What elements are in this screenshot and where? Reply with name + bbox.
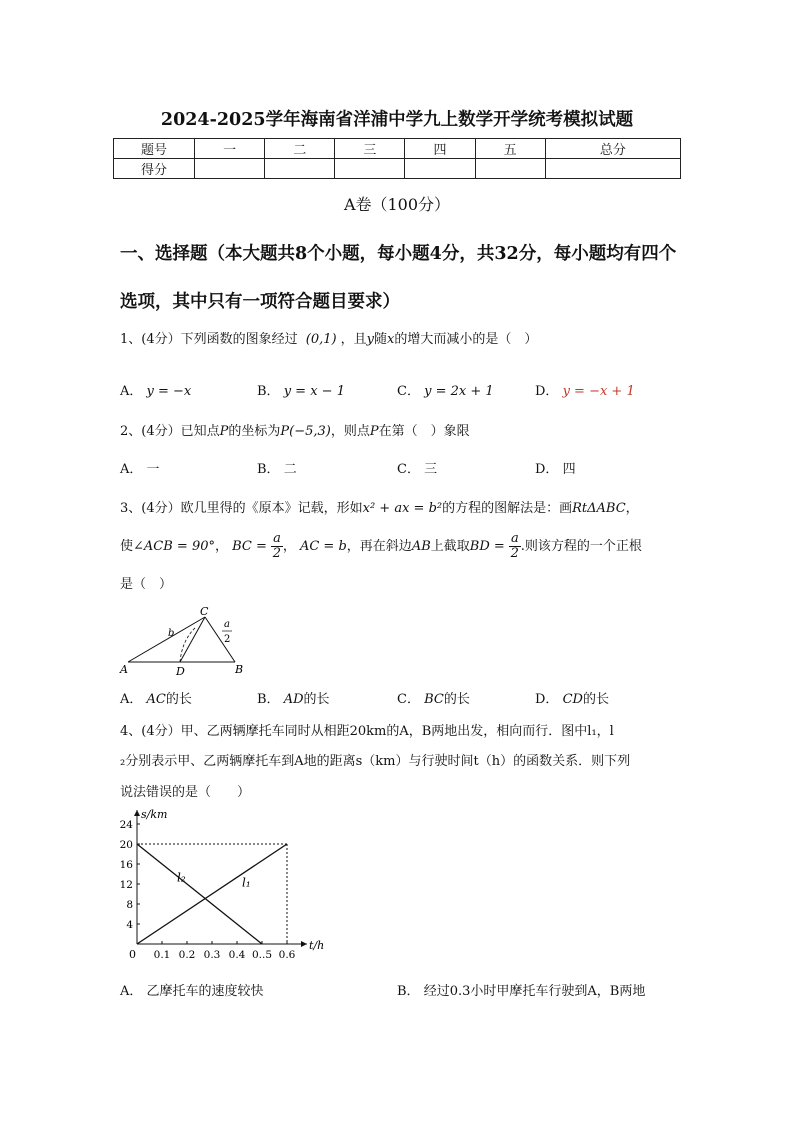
score-cell[interactable] bbox=[335, 159, 405, 179]
score-cell[interactable] bbox=[405, 159, 475, 179]
q3-option-b[interactable]: B． AD的长 bbox=[257, 692, 330, 707]
x-tick-label: 0.6 bbox=[278, 949, 296, 961]
x-tick-label: 0..5 bbox=[251, 949, 273, 961]
y-tick-label: 12 bbox=[119, 879, 133, 891]
x-tick-label: 0.4 bbox=[228, 949, 246, 961]
question-3-line-2: 使∠ACB = 90°， BC = $\frac{a}{2}$ ， AC = b，再在斜边AB上截取BD = $\frac{a}{2}$ .则该方程的一个正根 bbox=[120, 531, 642, 561]
score-cell[interactable] bbox=[265, 159, 335, 179]
question-1 bbox=[120, 328, 537, 347]
question-3-line-1: 3、(4分）欧几里得的《原本》记载，形如x² + ax = b²的方程的图解法是：画RtΔABC， bbox=[120, 501, 639, 516]
y-tick-label: 8 bbox=[126, 899, 133, 911]
q1-option-d[interactable]: D． y = −x + 1 bbox=[535, 384, 635, 399]
y-tick-label: 4 bbox=[126, 919, 133, 931]
score-header-cell: 三 bbox=[335, 139, 405, 159]
series-line-1 bbox=[137, 844, 287, 944]
q1-option-a[interactable]: A． y = −x bbox=[120, 384, 192, 399]
x-axis-label: t/h bbox=[309, 939, 325, 952]
x-tick-label: 0.3 bbox=[203, 949, 221, 961]
distance-time-chart bbox=[115, 808, 325, 968]
triangle-figure bbox=[118, 605, 248, 677]
question-3-line-3: 是（ ） bbox=[120, 577, 173, 592]
score-cell[interactable] bbox=[195, 159, 265, 179]
series-line-2 bbox=[137, 844, 262, 944]
q1-prefix: 1、(4分）下列函数的图象经过 bbox=[120, 332, 298, 347]
label-side-b: b bbox=[168, 628, 175, 639]
q1-option-b[interactable]: B． y = x − 1 bbox=[257, 384, 345, 399]
q2-option-c[interactable]: C． 三 bbox=[397, 462, 438, 477]
q1-suffix: 的增大而减小的是（ ） bbox=[394, 332, 538, 347]
score-cell[interactable] bbox=[475, 159, 545, 179]
y-tick-label: 20 bbox=[119, 839, 133, 851]
x-tick-label: 0.1 bbox=[153, 949, 171, 961]
score-row-label: 得分 bbox=[114, 159, 195, 179]
q4-option-a[interactable]: A． 乙摩托车的速度较快 bbox=[120, 984, 264, 999]
y-tick-label: 24 bbox=[119, 819, 133, 831]
q3-option-a[interactable]: A． AC的长 bbox=[120, 692, 192, 707]
question-2: 2、(4分）已知点P的坐标为P(−5,3)，则点P在第（ ）象限 bbox=[120, 424, 470, 439]
y-axis-arrow bbox=[134, 810, 140, 816]
q4-option-b[interactable]: B． 经过0.3小时甲摩托车行驶到A，B两地 bbox=[397, 984, 646, 999]
x-tick-label: 0.2 bbox=[178, 949, 196, 961]
score-table bbox=[113, 138, 681, 179]
label-frac-den: 2 bbox=[224, 634, 231, 645]
series-label-l1: l₁ bbox=[242, 875, 251, 890]
label-a: A bbox=[120, 663, 128, 676]
q1-var-y: y bbox=[366, 332, 374, 347]
label-frac-num: a bbox=[224, 619, 230, 630]
origin-label: 0 bbox=[129, 948, 136, 961]
score-header-cell: 四 bbox=[405, 139, 475, 159]
score-header-cell: 总分 bbox=[545, 139, 680, 159]
section-a-heading: A卷（100分） bbox=[343, 195, 451, 214]
score-cell[interactable] bbox=[545, 159, 680, 179]
q1-point: (0,1) bbox=[305, 332, 337, 347]
question-4-line-3: 说法错误的是（ ） bbox=[120, 785, 251, 800]
y-axis-label: s/km bbox=[141, 808, 168, 821]
label-c: C bbox=[200, 605, 209, 618]
y-tick-label: 16 bbox=[119, 859, 133, 871]
q2-option-a[interactable]: A． 一 bbox=[120, 462, 160, 477]
section-1-heading: 一、选择题（本大题共8个小题，每小题4分，共32分，每小题均有四个选项，其中只有一项符合题目要求） bbox=[120, 244, 677, 312]
question-4-line-1: 4、(4分）甲、乙两辆摩托车同时从相距20km的A，B两地出发，相向而行．图中l₁，l bbox=[120, 724, 614, 739]
q1-option-c[interactable]: C． y = 2x + 1 bbox=[397, 384, 494, 399]
q1-text: ，且 bbox=[340, 332, 367, 347]
score-header-cell: 题号 bbox=[114, 139, 195, 159]
q2-option-b[interactable]: B． 二 bbox=[257, 462, 297, 477]
score-header-cell: 二 bbox=[265, 139, 335, 159]
q3-option-c[interactable]: C． BC的长 bbox=[397, 692, 470, 707]
score-table-row bbox=[114, 159, 681, 179]
q1-text: 随 bbox=[373, 332, 387, 347]
q3-option-d[interactable]: D． CD的长 bbox=[535, 692, 609, 707]
question-4-line-2: ₂分别表示甲、乙两辆摩托车到A地的距离s（km）与行驶时间t（h）的函数关系．则下列 bbox=[120, 754, 631, 769]
series-label-l2: l₂ bbox=[177, 870, 186, 885]
q1-var-x: x bbox=[386, 332, 395, 347]
score-table-header-row bbox=[114, 139, 681, 159]
score-header-cell: 一 bbox=[195, 139, 265, 159]
q2-option-d[interactable]: D． 四 bbox=[535, 462, 576, 477]
label-b: B bbox=[235, 663, 244, 676]
page-title: 2024-2025学年海南省洋浦中学九上数学开学统考模拟试题 bbox=[160, 110, 634, 130]
segment-ac bbox=[128, 617, 205, 662]
x-axis-arrow bbox=[301, 941, 307, 947]
segment-bc bbox=[205, 617, 235, 662]
score-header-cell: 五 bbox=[475, 139, 545, 159]
label-d: D bbox=[176, 665, 185, 677]
